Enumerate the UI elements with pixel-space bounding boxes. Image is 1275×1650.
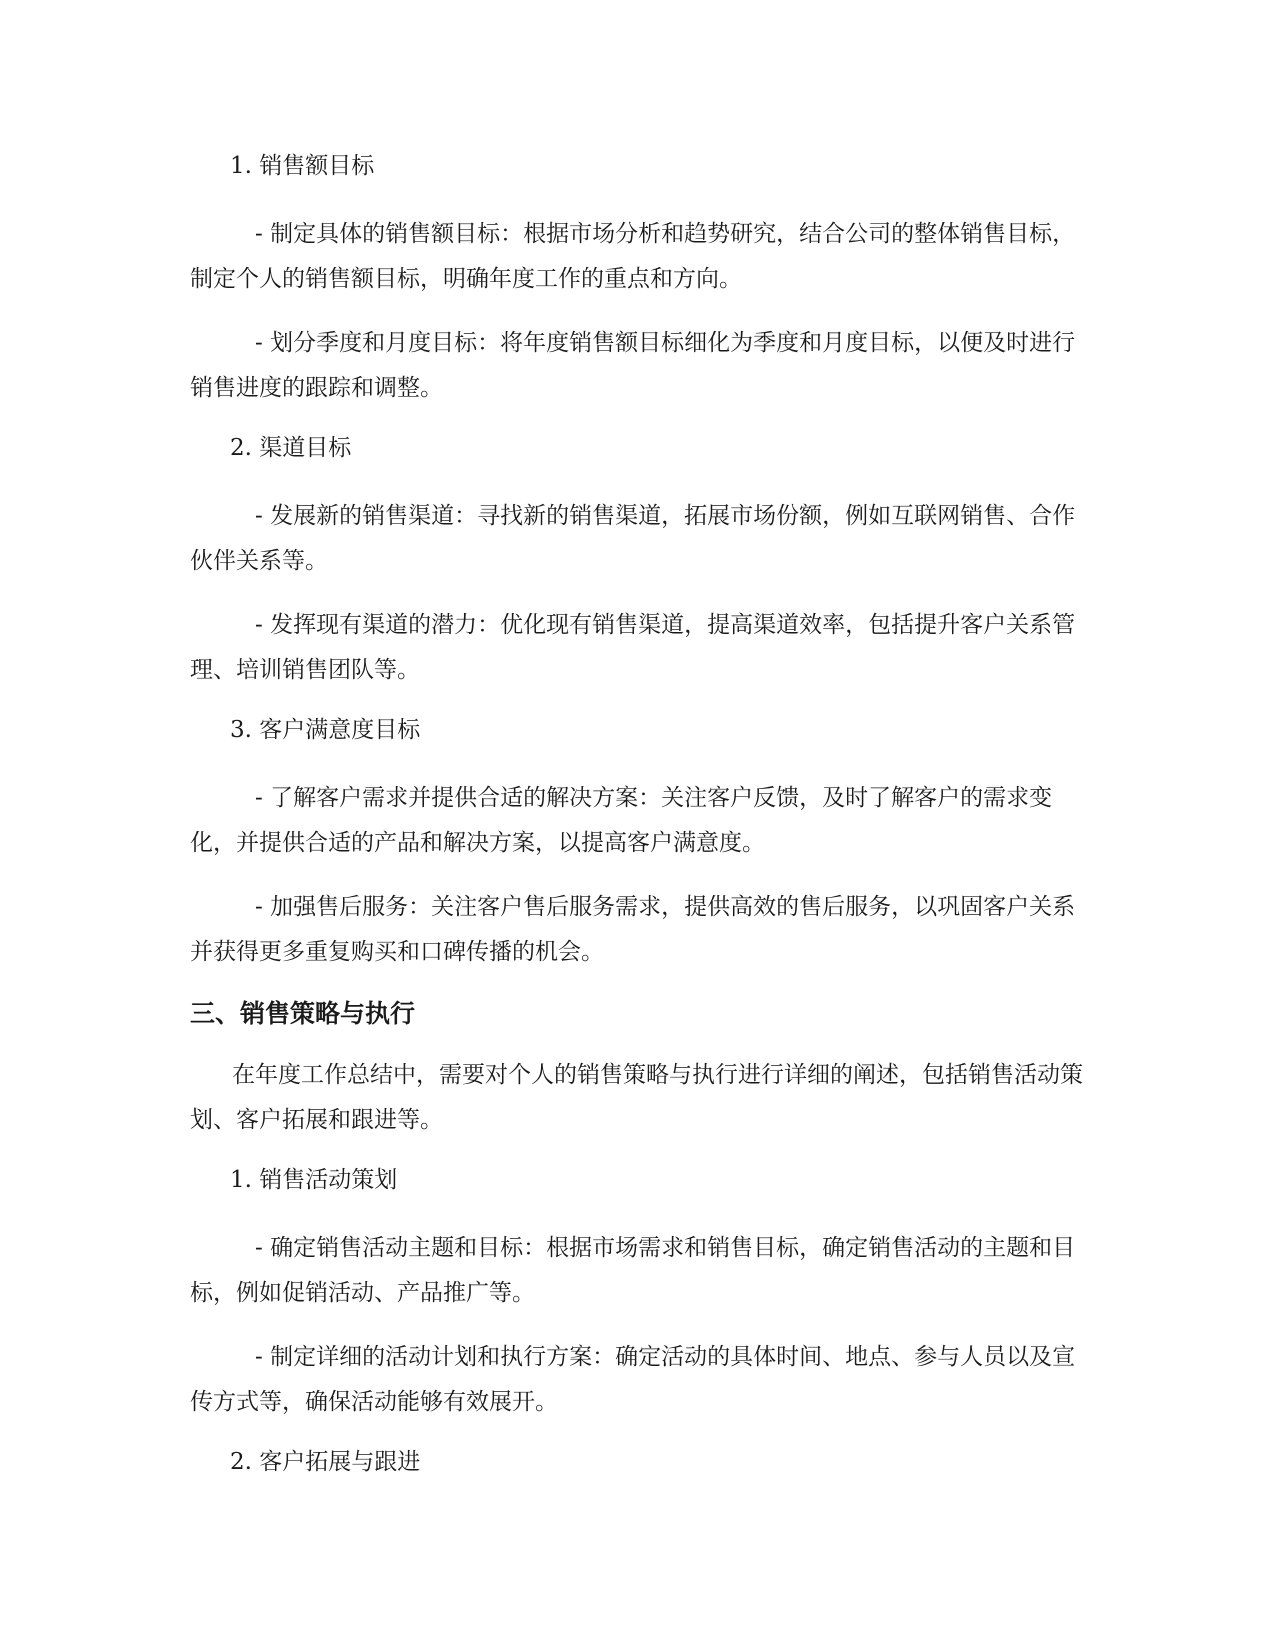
bullet-paragraph: - 制定详细的活动计划和执行方案：确定活动的具体时间、地点、参与人员以及宣传方式等，确保活动能够有效展开。 bbox=[190, 1344, 1076, 1415]
bullet-paragraph: - 了解客户需求并提供合适的解决方案：关注客户反馈，及时了解客户的需求变化，并提供合适的产品和解决方案，以提高客户满意度。 bbox=[190, 785, 1053, 856]
section-intro-paragraph: 在年度工作总结中，需要对个人的销售策略与执行进行详细的阐述，包括销售活动策划、客户拓展和跟进等。 bbox=[190, 1062, 1083, 1133]
item-title-channel-target: 2. 渠道目标 bbox=[230, 435, 352, 461]
bullet-paragraph: - 发展新的销售渠道：寻找新的销售渠道，拓展市场份额，例如互联网销售、合作伙伴关系等。 bbox=[190, 503, 1076, 574]
bullet-paragraph: - 制定具体的销售额目标：根据市场分析和趋势研究，结合公司的整体销售目标，制定个人的销售额目标，明确年度工作的重点和方向。 bbox=[190, 221, 1076, 292]
bullet-paragraph: - 发挥现有渠道的潜力：优化现有销售渠道，提高渠道效率，包括提升客户关系管理、培训销售团队等。 bbox=[190, 612, 1076, 683]
document-body bbox=[190, 148, 1090, 1508]
bullet-paragraph: - 加强售后服务：关注客户售后服务需求，提供高效的售后服务，以巩固客户关系并获得更多重复购买和口碑传播的机会。 bbox=[190, 894, 1076, 965]
bullet-paragraph: - 确定销售活动主题和目标：根据市场需求和销售目标，确定销售活动的主题和目标，例如促销活动、产品推广等。 bbox=[190, 1235, 1076, 1306]
item-title-customer-satisfaction: 3. 客户满意度目标 bbox=[230, 717, 421, 743]
section-heading: 三、销售策略与执行 bbox=[190, 999, 416, 1028]
bullet-paragraph: - 划分季度和月度目标：将年度销售额目标细化为季度和月度目标，以便及时进行销售进度的跟踪和调整。 bbox=[190, 330, 1076, 401]
item-title-customer-expansion: 2. 客户拓展与跟进 bbox=[230, 1449, 421, 1475]
item-title-sales-target: 1. 销售额目标 bbox=[230, 153, 375, 179]
item-title-sales-activity-planning: 1. 销售活动策划 bbox=[230, 1167, 398, 1193]
